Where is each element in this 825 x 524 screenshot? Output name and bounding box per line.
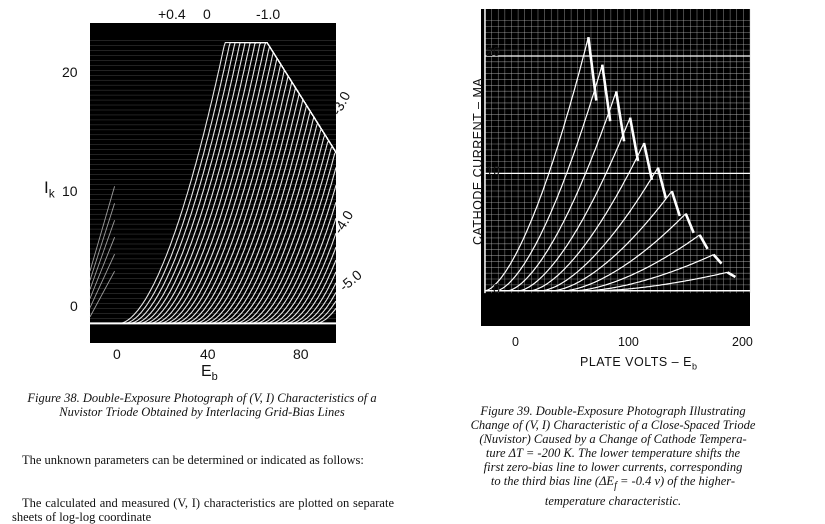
fig38-bias-label-minus30: -3.0: [328, 88, 354, 118]
fig38-characteristic-curve: [90, 43, 336, 324]
fig39-saturation-segment: [686, 214, 694, 233]
fig38-x-tick-80: 80: [293, 346, 309, 362]
fig39-characteristic-curve: [530, 143, 644, 291]
fig39-saturation-segment: [658, 168, 666, 199]
fig39-plot: [481, 9, 750, 326]
fig39-characteristic-curve: [519, 118, 630, 291]
fig39-y-tick-20: 20: [486, 45, 500, 59]
fig38-characteristic-curve: [90, 260, 336, 323]
fig38-characteristic-curve: [90, 111, 336, 323]
fig39-saturation-segment: [714, 255, 722, 264]
fig38-characteristic-curve: [90, 233, 336, 323]
fig38-top-label-0: 0: [203, 6, 211, 22]
fig38-bias-label-minus40: -4.0: [330, 207, 357, 237]
fig39-saturation-segment: [672, 191, 680, 216]
fig39-characteristic-curve: [496, 65, 602, 291]
fig38-characteristic-curve: [90, 117, 336, 323]
fig38-characteristic-curve: [90, 43, 336, 324]
body-paragraph-2: The calculated and measured (V, I) characteristics are plotted on separate sheets of log-log coordinate: [12, 496, 394, 524]
fig38-top-label-minus10: -1.0: [256, 6, 281, 22]
body-paragraph-1: The unknown parameters can be determined or indicated as follows:: [22, 453, 364, 467]
fig38-characteristic-curve: [90, 43, 336, 324]
fig38-plot: [90, 23, 336, 343]
fig38-characteristic-curve: [90, 43, 336, 324]
fig38-y-tick-10: 10: [62, 183, 78, 199]
fig38-characteristic-curve: [90, 43, 336, 324]
fig38-characteristic-curve: [90, 43, 336, 324]
fig38-y-axis-label: $I_k$: [44, 178, 55, 201]
fig38-characteristic-curve: [90, 292, 336, 323]
fig39-x-axis-label: PLATE VOLTS – $E_b$: [580, 355, 698, 372]
fig38-low-bias-curve: [90, 254, 115, 308]
fig38-y-tick-0: 0: [70, 298, 78, 314]
fig38-characteristic-curve: [90, 43, 336, 324]
fig38-characteristic-curve: [90, 43, 336, 324]
fig38-characteristic-curve: [90, 43, 336, 324]
fig39-x-tick-100: 100: [618, 335, 639, 349]
fig38-caption: Figure 38. Double-Exposure Photograph of (V, I) Characteristics of a Nuvistor Triode Obtained by Interlacing Grid-Bias Lines: [27, 391, 377, 419]
fig39-characteristic-curve: [485, 37, 588, 291]
fig39-y-axis-label: CATHODE CURRENT – MA: [471, 77, 485, 245]
fig39-y-tick-0: 0: [493, 282, 500, 296]
fig38-low-bias-curve: [90, 220, 115, 289]
fig38-top-label-plus04: +0.4: [158, 6, 186, 22]
fig38-bias-label-minus50: -5.0: [336, 266, 365, 295]
fig39-x-tick-0: 0: [512, 335, 519, 349]
fig39-caption: Figure 39. Double-Exposure Photograph Illustrating Change of (V, I) Characteristic of a Close-Spaced Triode (Nuvistor) Caused by a Change of Cathode Tempera- ture ΔT = -200 K. The lower temperature shifts the first zero-bias line to lower currents, corresponding to the third bias line ($\Delta E_f = -0.4$ v) of the higher- temperature characteristic.: [470, 404, 756, 508]
fig38-low-bias-curve: [90, 186, 115, 271]
fig39-saturation-segment: [630, 118, 638, 161]
fig38-x-tick-40: 40: [200, 346, 216, 362]
fig38-characteristic-curve: [90, 47, 336, 324]
fig38-y-tick-20: 20: [62, 64, 78, 80]
fig39-y-tick-10: 10: [486, 164, 500, 178]
fig38-x-tick-0: 0: [113, 346, 121, 362]
fig38-x-axis-label: $E_b$: [201, 363, 218, 384]
fig39-x-tick-200: 200: [732, 335, 753, 349]
